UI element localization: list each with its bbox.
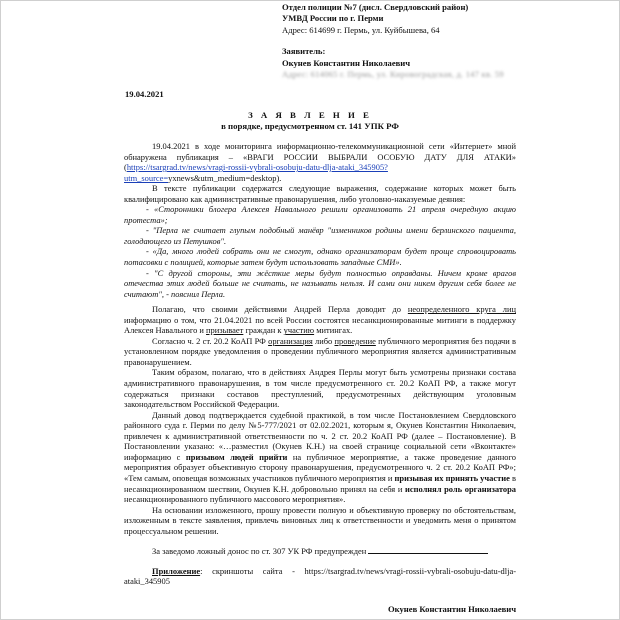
applicant-address-blurred: Адрес: 614065 г. Пермь, ул. Кировоградская, д. 147 кв. 59 — [282, 69, 504, 80]
p4-text-c: публичного мероприятия без подачи в установленном порядке уведомления о проведении публичного мероприятия является административным правонарушением. — [124, 335, 516, 367]
paragraph-4 — [124, 336, 516, 368]
warning-text: За заведомо ложный донос по ст. 307 УК РФ предупрежден — [152, 546, 367, 557]
p3-underline-2: призывает — [206, 325, 244, 336]
p6-text-d: несанкционированного публичного массового мероприятия». — [124, 494, 346, 505]
paragraph-7: На основании изложенного, прошу провести полную и объективную проверку по обстоятельствам, изложенным в тексте заявления, привлечь виновных лиц к ответственности и уведомить меня о принятом процессуальном решении. — [124, 504, 516, 536]
p3-underline-3: участию — [283, 325, 315, 336]
quote-1-text: - «Сторонники блогера Алексея Навального решили организовать 21 апреля очередную акцию протеста»; — [124, 204, 516, 225]
p6-text-c: в несанкционированном шествии, Окунев К.Н. добровольно принял на себя и — [124, 472, 516, 494]
publication-link[interactable]: https://tsargrad.tv/news/vragi-rossii-vybrali-osobuju-datu-dlja-ataki_345905?utm_source= — [124, 162, 388, 183]
paragraph-3 — [124, 304, 516, 336]
p6-text-b: на публичное мероприятие, а также проведение данного мероприятия образует объективную сторону правонарушения, предусмотренного ч. 2 ст. 20.2 КоАП РФ»; «Тем самым, оповещая возможных участников публичного мероприятия и — [124, 451, 516, 483]
p3-underline-1: неопределенного круга лиц — [407, 304, 517, 315]
p4-text-a: Согласно ч. 2 ст. 20.2 КоАП РФ — [152, 335, 269, 346]
quote-2-text: - "Перла не считает глупым подобный манёвр "изменников родины имени берлинского пациента, голодающего из Петушков". — [124, 225, 516, 246]
p3-text-b: информацию о том, что 21.04.2021 по всей России состоятся несанкционированные митинги в поддержку Алексея Навального и — [124, 314, 516, 336]
title-line-1: З А Я В Л Е Н И Е — [248, 110, 372, 120]
applicant-name: Окунев Константин Николаевич — [282, 57, 411, 68]
document-title — [0, 110, 620, 132]
document-date: 19.04.2021 — [125, 89, 164, 99]
false-report-warning — [124, 545, 516, 557]
p4-underline-1: организация — [268, 335, 313, 346]
quote-4-text: - "С другой стороны, эти жёсткие меры будут полностью оправданы. Ничем кроме врагов отечества этих людей больше не считать, не называть нельзя. И сами они никем другим себя более не считают", - пояснил Перла. — [124, 267, 516, 299]
p4-text-b: либо — [312, 335, 335, 346]
p3-text-d: митингах. — [314, 325, 353, 336]
title-line-2: в порядке, предусмотренном ст. 141 УПК РФ — [221, 121, 399, 131]
p1-text-a: 19.04.2021 в ходе мониторинга информационно-телекоммуникационной сети «Интернет» мной обнаружена публикация – «ВРАГИ РОССИИ ВЫБРАЛИ ОСОБУЮ ДАТУ ДЛЯ АТАКИ» ( — [124, 141, 516, 173]
quote-3-text: - «Да, много людей собрать они не смогут, однако организаторам будет проще спровоцировать потасовки с полицией, которые затем будут использовать западные СМИ». — [124, 246, 516, 268]
p6-bold-2: призывая их принять участие — [394, 472, 510, 483]
attachment — [124, 566, 516, 587]
addressee-address: Адрес: 614699 г. Пермь, ул. Куйбышева, 64 — [282, 24, 440, 35]
attachment-text: : скриншоты сайта - https://tsargrad.tv/news/vragi-rossii-vybrali-osobuju-datu-dlja-ataki_345905 — [124, 565, 516, 587]
addressee-line-2: УМВД России по г. Перми — [282, 13, 384, 24]
p6-bold-1: призывом людей прийти — [185, 451, 288, 462]
paragraph-6 — [124, 410, 516, 505]
p3-text-a: Полагаю, что своими действиями Андрей Перла доводит до — [152, 304, 408, 315]
document-body — [124, 141, 516, 587]
signature-line — [368, 545, 488, 554]
p3-text-c: граждан к — [243, 325, 284, 336]
addressee-line-1: Отдел полиции №7 (дисл. Свердловский район) — [282, 2, 469, 12]
paragraph-5: Таким образом, полагаю, что в действиях Андрея Перлы могут быть усмотрены признаки состава административного правонарушения, в том числе предусмотренного ст. 20.2 КоАП РФ, а также могут содержаться признаки составов преступлений, предусмотренных действующим уголовным законодательством Российской Федерации. — [124, 367, 516, 410]
signature-name: Окунев Константин Николаевич — [388, 604, 517, 614]
quote-4 — [124, 268, 516, 300]
addressee-block — [282, 2, 612, 80]
quote-2 — [124, 225, 516, 246]
attachment-label: Приложение — [152, 565, 201, 576]
paragraph-2: В тексте публикации содержатся следующие выражения, содержание которых может быть квалифицировано как административные правонарушения, либо уголовно-наказуемые деяния: — [124, 183, 516, 204]
quote-1 — [124, 204, 516, 225]
p6-bold-3: исполнял роль организатора — [405, 483, 516, 494]
p4-underline-2: проведение — [334, 335, 376, 346]
quote-3 — [124, 246, 516, 267]
paragraph-1 — [124, 141, 516, 183]
p6-text-a: Данный довод подтверждается судебной практикой, в том числе Постановлением Свердловского районного суда г. Перми по делу №5-777/2021 от 02.02.2021, которым я, Окунев Константин Николаевич, привлечен к административной ответственности по ч. 2 ст. 20.2 КоАП РФ (далее – Постановление). В Постановлении указано: «…разместил (Окунев К.Н.) на своей странице социальной сети «Вконтакте» информацию с — [124, 409, 516, 462]
p1-text-b: yxnews&utm_medium=desktop). — [168, 172, 282, 183]
applicant-label: Заявитель: — [282, 46, 326, 57]
